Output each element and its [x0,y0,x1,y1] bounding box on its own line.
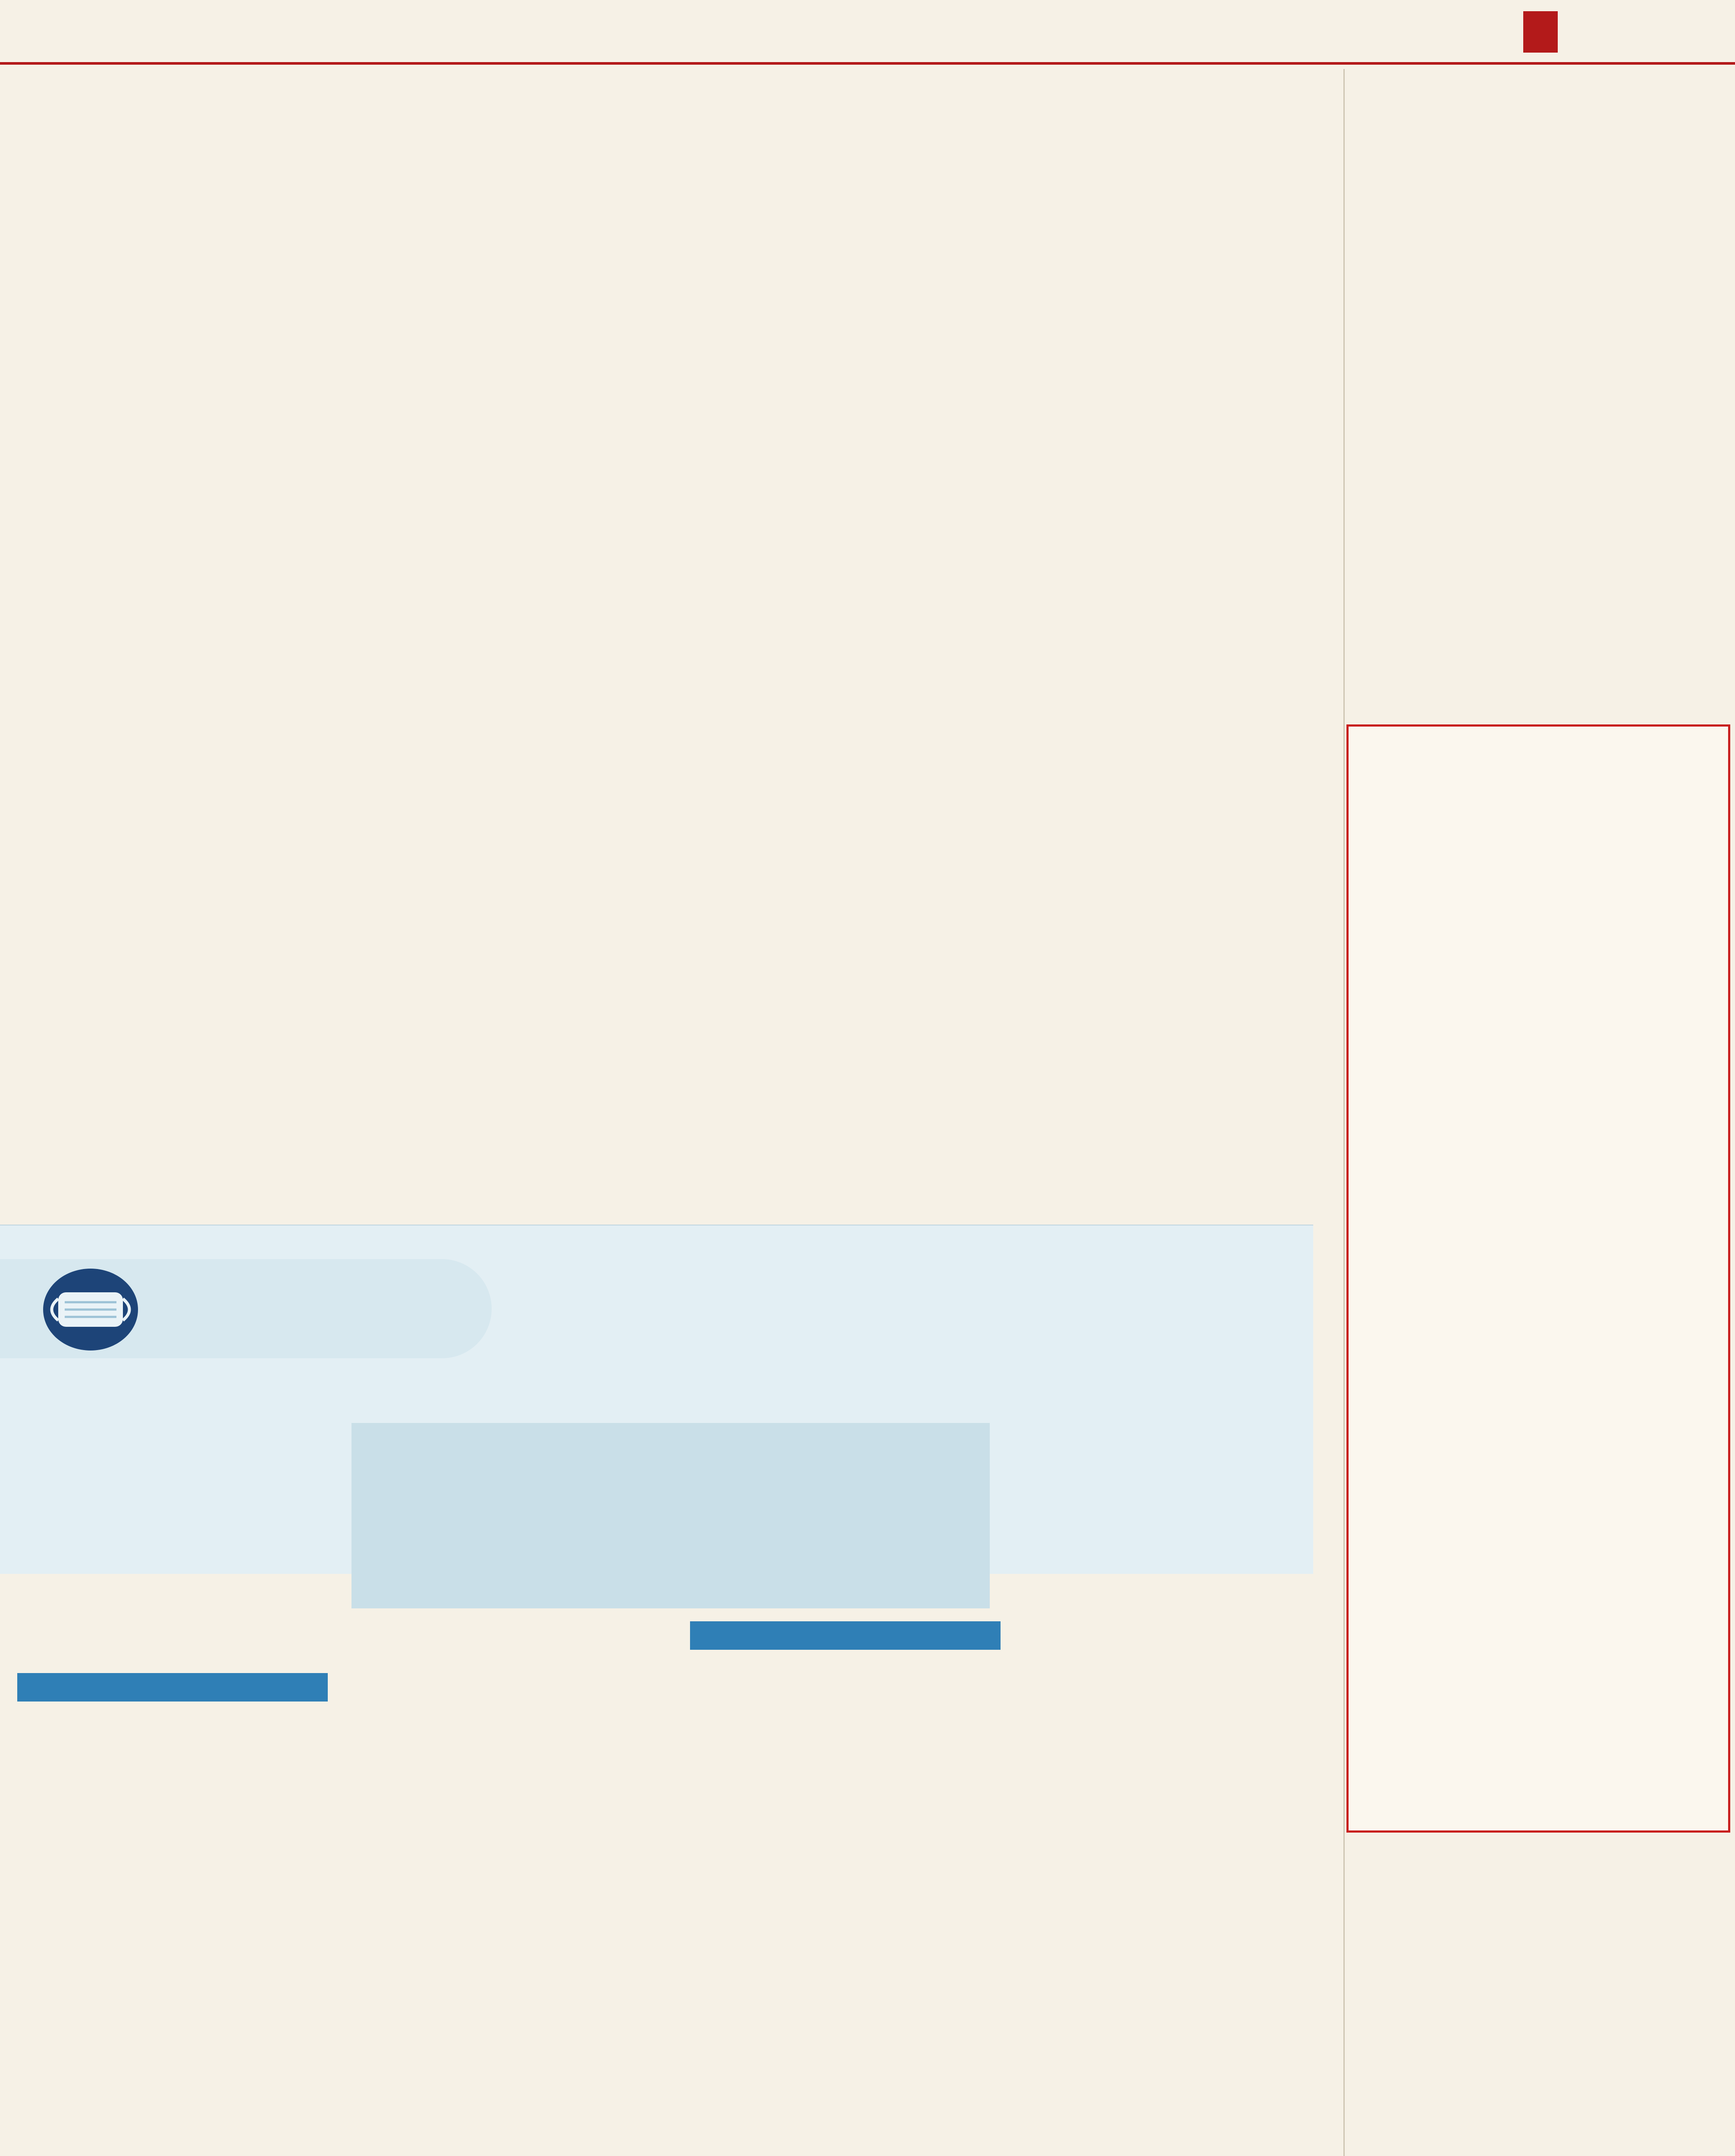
rural-body [1359,824,1721,1824]
column-divider [1343,69,1345,2156]
feature-column-3 [686,1660,1005,2156]
weather-body [1359,224,1721,711]
feature-column-2 [349,1621,668,2156]
feature-subhead-1 [17,1673,328,1702]
feature-column-1 [13,1401,332,1660]
face-mask-icon [39,1264,142,1355]
lead-column-4 [996,306,1305,806]
lead-column-3 [668,306,977,806]
lead-column-1 [13,306,321,806]
editor-note-text [367,1453,975,1600]
feature-column-1b [13,1712,332,2156]
lead-column-2 [341,306,649,806]
masthead [0,0,1735,65]
page-number [1523,11,1558,53]
feature-subhead-2 [690,1621,1001,1650]
seafood-body [1359,1992,1721,2156]
feature-column-4 [1022,1401,1324,2156]
